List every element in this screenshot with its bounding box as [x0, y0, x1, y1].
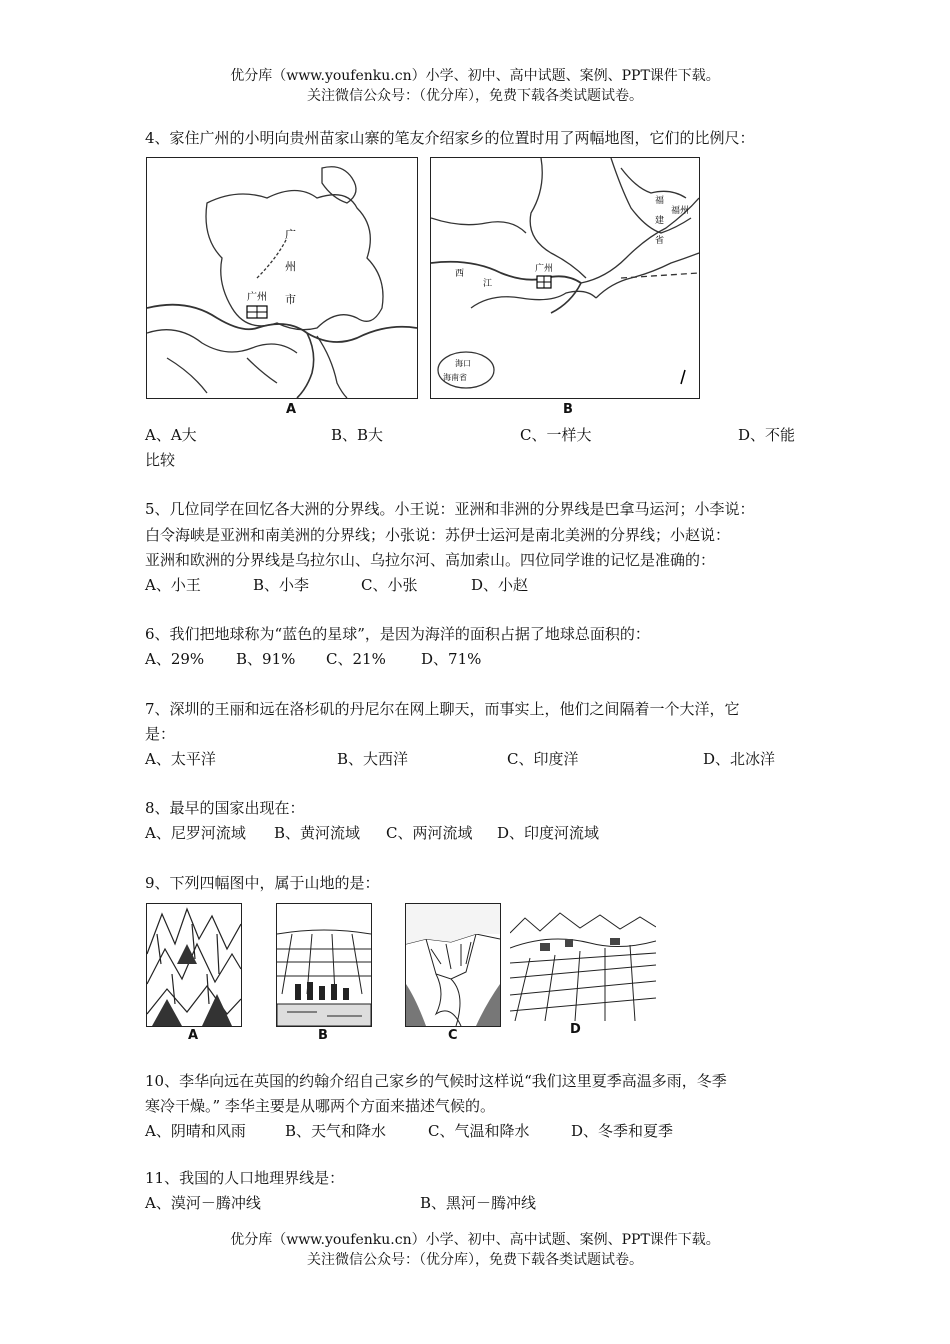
q5-option-a[interactable]: A、小王 [145, 576, 201, 594]
q10-option-d[interactable]: D、冬季和夏季 [571, 1122, 674, 1140]
landform-caption-a: A [188, 1028, 199, 1043]
landform-caption-d: D [570, 1022, 581, 1037]
map-a-label-guangzhou: 广州 [247, 292, 267, 303]
q4-stem: 4、家住广州的小明向贵州苗家山寨的笔友介绍家乡的位置时用了两幅地图，它们的比例尺： [145, 129, 755, 147]
mountain-scene [147, 904, 241, 1026]
landform-image-c[interactable] [405, 903, 501, 1027]
landform-image-d[interactable] [510, 903, 656, 1021]
landform-image-b[interactable] [276, 903, 372, 1027]
q8-option-b[interactable]: B、黄河流域 [274, 824, 361, 842]
q8-option-c[interactable]: C、两河流域 [386, 824, 473, 842]
map-a-figure [146, 157, 418, 399]
q8-stem: 8、最早的国家出现在： [145, 799, 305, 817]
map-b-label-jiang: 江 [483, 279, 493, 289]
map-b-figure [430, 157, 700, 399]
q6-stem: 6、我们把地球称为“蓝色的星球”，是因为海洋的面积占据了地球总面积的： [145, 625, 650, 643]
q8-option-d[interactable]: D、印度河流域 [497, 824, 600, 842]
map-a-label-zhou: 州 [285, 260, 296, 273]
map-b-label-hainan: 海南省 [443, 373, 467, 382]
map-b-label-xi: 西 [455, 269, 465, 279]
q4-option-d-wrap: 比较 [145, 451, 176, 469]
landform-caption-c: C [448, 1028, 458, 1043]
q6-option-b[interactable]: B、91% [236, 650, 296, 668]
q7-option-a[interactable]: A、太平洋 [145, 750, 216, 768]
plateau-scene [406, 904, 500, 1026]
q11-option-b[interactable]: B、黑河－腾冲线 [420, 1194, 537, 1212]
q10-stem-line-2: 寒冷干燥。” 李华主要是从哪两个方面来描述气候的。 [145, 1097, 495, 1115]
q10-stem-line-1: 10、李华向远在英国的约翰介绍自己家乡的气候时这样说“我们这里夏季高温多雨，冬季 [145, 1072, 727, 1090]
map-b-label-jian: 建 [655, 216, 665, 226]
q7-stem-line-1: 7、深圳的王丽和远在洛杉矶的丹尼尔在网上聊天，而事实上，他们之间隔着一个大洋，它 [145, 700, 740, 718]
map-a-drawing [147, 158, 417, 398]
q7-option-c[interactable]: C、印度洋 [507, 750, 579, 768]
q7-option-d[interactable]: D、北冰洋 [703, 750, 776, 768]
q10-option-a[interactable]: A、阴晴和风雨 [145, 1122, 246, 1140]
q4-option-c[interactable]: C、一样大 [520, 426, 592, 444]
q10-option-b[interactable]: B、天气和降水 [285, 1122, 387, 1140]
q11-stem: 11、我国的人口地理界线是： [145, 1169, 345, 1187]
map-b-label-sheng: 省 [655, 236, 665, 246]
q5-option-b[interactable]: B、小李 [253, 576, 310, 594]
q5-stem-line-2: 白令海峡是亚洲和南美洲的分界线；小张说：苏伊士运河是南北美洲的分界线；小赵说： [145, 526, 731, 544]
map-b-label-fu: 福 [655, 196, 665, 206]
q5-option-c[interactable]: C、小张 [361, 576, 418, 594]
map-b-label-fuzhou: 福州 [671, 206, 690, 216]
q4-option-a[interactable]: A、A大 [145, 426, 197, 444]
q6-option-c[interactable]: C、21% [326, 650, 386, 668]
map-a-label-guang: 广 [285, 228, 296, 241]
q7-stem-line-2: 是： [145, 725, 176, 743]
map-b-drawing [431, 158, 699, 398]
footer-line-2: 关注微信公众号：（优分库），免费下载各类试题试卷。 [307, 1252, 643, 1268]
q4-option-d[interactable]: D、不能 [738, 426, 796, 444]
q10-option-c[interactable]: C、气温和降水 [428, 1122, 530, 1140]
q7-option-b[interactable]: B、大西洋 [337, 750, 409, 768]
q6-option-d[interactable]: D、71% [421, 650, 482, 668]
map-a-label-shi: 市 [285, 293, 296, 306]
basin-scene [510, 903, 656, 1021]
q6-option-a[interactable]: A、29% [145, 650, 205, 668]
footer-line-1: 优分库（www.youfenku.cn）小学、初中、高中试题、案例、PPT课件下载。 [230, 1232, 720, 1248]
map-b-label-guangzhou: 广州 [535, 264, 554, 274]
q5-option-d[interactable]: D、小赵 [471, 576, 529, 594]
q8-option-a[interactable]: A、尼罗河流域 [145, 824, 246, 842]
page-header [0, 66, 950, 106]
q9-stem: 9、下列四幅图中，属于山地的是： [145, 874, 380, 892]
q5-stem-line-1: 5、几位同学在回忆各大洲的分界线。小王说：亚洲和非洲的分界线是巴拿马运河；小李说： [145, 500, 755, 518]
header-line-1: 优分库（www.youfenku.cn）小学、初中、高中试题、案例、PPT课件下载。 [230, 68, 720, 84]
landform-image-a[interactable] [146, 903, 242, 1027]
map-b-label-haikou: 海口 [455, 359, 471, 368]
plain-scene [277, 904, 371, 1026]
page-footer [0, 1230, 950, 1270]
landform-caption-b: B [318, 1028, 328, 1043]
q5-stem-line-3: 亚洲和欧洲的分界线是乌拉尔山、乌拉尔河、高加索山。四位同学谁的记忆是准确的： [145, 551, 716, 569]
q4-option-b[interactable]: B、B大 [331, 426, 384, 444]
map-b-caption: B [563, 402, 573, 417]
header-line-2: 关注微信公众号：（优分库），免费下载各类试题试卷。 [307, 88, 643, 104]
map-a-caption: A [286, 402, 297, 417]
q11-option-a[interactable]: A、漠河－腾冲线 [145, 1194, 261, 1212]
